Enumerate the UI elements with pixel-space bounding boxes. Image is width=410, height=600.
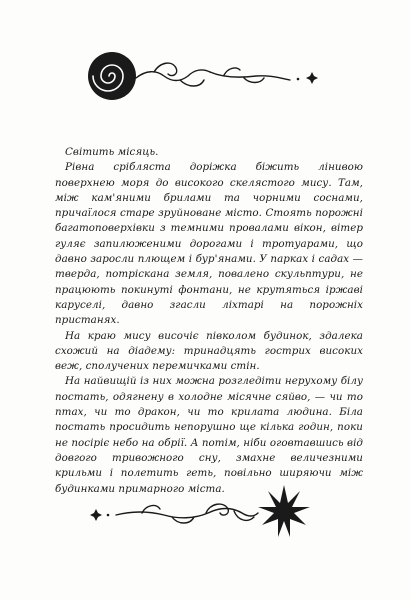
paragraph-2: Рівна срібляста доріжка біжить лінивою поверхнею моря до високого скелястого мису. Там, між кам'яними брилами та чорними соснами, причаїлося старе зруйноване місто. Стоять порожні багатоповерхівки з темними провалами вікон, вітер гуляє запилюженими дорогами і тротуарами, що давно заросли плющем і бур'янами. У парках і садах — тверда, потріскана земля, повалено скульптури, не працюють покинуті фонтани, не крутяться іржаві каруселі, давно згасли ліхтарі на порожніх пристанях. [55,161,363,327]
paragraph-1: Світить місяць. [65,146,159,158]
paragraph-3: На краю мису височіє півколом будинок, здалека схожий на діадему: тринадцять гострих високих веж, сполучених перемичками стін. [55,329,363,373]
body-text [55,145,363,497]
paragraph-4: На найвищій із них можна розгледіти нерухому білу постать, одягнену в холодне місячне сяйво, — чи то птах, чи то дракон, чи то крилата людина. Біла постать просидить непорушно ще кілька годин, поки не посіріє небо на обрії. А потім, ніби оговтавшись від довгого тривожного сну, змахне величезними крильми і полетить геть, повільно ширяючи між будинками примарного міста. [55,375,363,495]
spiral-moon-ornament-icon [84,48,324,104]
sun-star-ornament-icon [86,479,326,543]
